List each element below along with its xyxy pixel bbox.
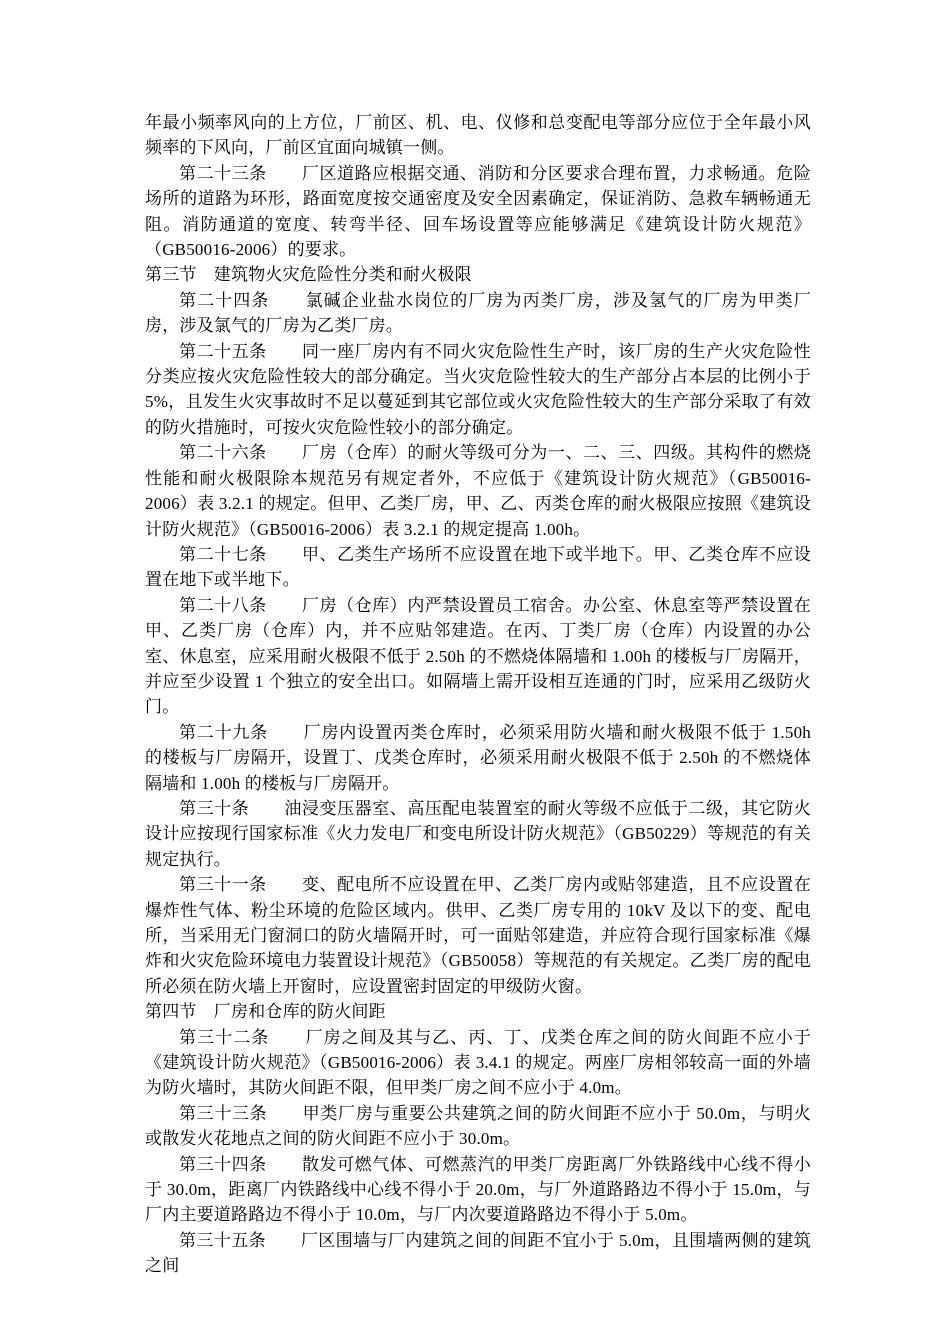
- paragraph-article-25: 第二十五条 同一座厂房内有不同火灾危险性生产时，该厂房的生产火灾危险性分类应按火灾危险性较大的部分确定。当火灾危险性较大的生产部分占本层的比例小于 5%，且发生火灾事故时不足以蔓延到其它部位或火灾危险性较大的生产部分采取了有效的防火措施时，可按火灾危险性较小的部分确定。: [145, 341, 811, 437]
- paragraph-article-34: 第三十四条 散发可燃气体、可燃蒸汽的甲类厂房距离厂外铁路线中心线不得小于 30.0m，距离厂内铁路线中心线不得小于 20.0m，与厂外道路路边不得小于 15.0m，与厂内主要道路路边不得小于 10.0m，与厂内次要道路路边不得小于 5.0m。: [145, 1154, 811, 1225]
- paragraph-article-24: 第二十四条 氯碱企业盐水岗位的厂房为丙类厂房，涉及氢气的厂房为甲类厂房，涉及氯气的厂房为乙类厂房。: [145, 290, 811, 336]
- paragraph-article-30: 第三十条 油浸变压器室、高压配电装置室的耐火等级不应低于二级，其它防火设计应按现行国家标准《火力发电厂和变电所设计防火规范》（GB50229）等规范的有关规定执行。: [145, 798, 811, 869]
- paragraph-article-27: 第二十七条 甲、乙类生产场所不应设置在地下或半地下。甲、乙类仓库不应设置在地下或半地下。: [145, 544, 811, 590]
- paragraph-article-35: 第三十五条 厂区围墙与厂内建筑之间的间距不宜小于 5.0m，且围墙两侧的建筑之间: [145, 1230, 811, 1276]
- paragraph-article-31: 第三十一条 变、配电所不应设置在甲、乙类厂房内或贴邻建造，且不应设置在爆炸性气体、粉尘环境的危险区域内。供甲、乙类厂房专用的 10kV 及以下的变、配电所，当采用无门窗洞口的防火墙隔开时，可一面贴邻建造，并应符合现行国家标准《爆炸和火灾危险环境电力装置设计规范》（GB50058）等规范的有关规定。乙类厂房的配电所必须在防火墙上开窗时，应设置密封固定的甲级防火窗。: [145, 875, 811, 996]
- paragraph-continuation: 年最小频率风向的上方位，厂前区、机、电、仪修和总变配电等部分应位于全年最小风频率的下风向，厂前区宜面向城镇一侧。: [145, 113, 811, 158]
- document-content: [145, 110, 811, 1279]
- paragraph-article-29: 第二十九条 厂房内设置丙类仓库时，必须采用防火墙和耐火极限不低于 1.50h 的楼板与厂房隔开，设置丁、戊类仓库时，必须采用耐火极限不低于 2.50h 的不燃烧体隔墙和 1.00h 的楼板与厂房隔开。: [145, 722, 811, 793]
- section-heading-3: 第三节 建筑物火灾危险性分类和耐火极限: [145, 265, 472, 285]
- section-heading-4: 第四节 厂房和仓库的防火间距: [145, 1002, 386, 1022]
- paragraph-article-32: 第三十二条 厂房之间及其与乙、丙、丁、戊类仓库之间的防火间距不应小于《建筑设计防火规范》（GB50016-2006）表 3.4.1 的规定。两座厂房相邻较高一面的外墙为防火墙时，其防火间距不限，但甲类厂房之间不应小于 4.0m。: [145, 1027, 811, 1098]
- paragraph-article-33: 第三十三条 甲类厂房与重要公共建筑之间的防火间距不应小于 50.0m，与明火或散发火花地点之间的防火间距不应小于 30.0m。: [145, 1103, 811, 1149]
- paragraph-article-23: 第二十三条 厂区道路应根据交通、消防和分区要求合理布置，力求畅通。危险场所的道路为环形，路面宽度按交通密度及安全因素确定，保证消防、急救车辆畅通无阻。消防通道的宽度、转弯半径、回车场设置等应能够满足《建筑设计防火规范》（GB50016-2006）的要求。: [145, 163, 811, 260]
- paragraph-article-26: 第二十六条 厂房（仓库）的耐火等级可分为一、二、三、四级。其构件的燃烧性能和耐火极限除本规范另有规定者外，不应低于《建筑设计防火规范》（GB50016-2006）表 3.2.1 的规定。但甲、乙类厂房，甲、乙、丙类仓库的耐火极限应按照《建筑设计防火规范》（GB50016-2006）表 3.2.1 的规定提高 1.00h。: [145, 443, 811, 539]
- paragraph-article-28: 第二十八条 厂房（仓库）内严禁设置员工宿舍。办公室、休息室等严禁设置在甲、乙类厂房（仓库）内，并不应贴邻建造。在丙、丁类厂房（仓库）内设置的办公室、休息室，应采用耐火极限不低于 2.50h 的不燃烧体隔墙和 1.00h 的楼板与厂房隔开，并应至少设置 1 个独立的安全出口。如隔墙上需开设相互连通的门时，应采用乙级防火门。: [145, 595, 811, 717]
